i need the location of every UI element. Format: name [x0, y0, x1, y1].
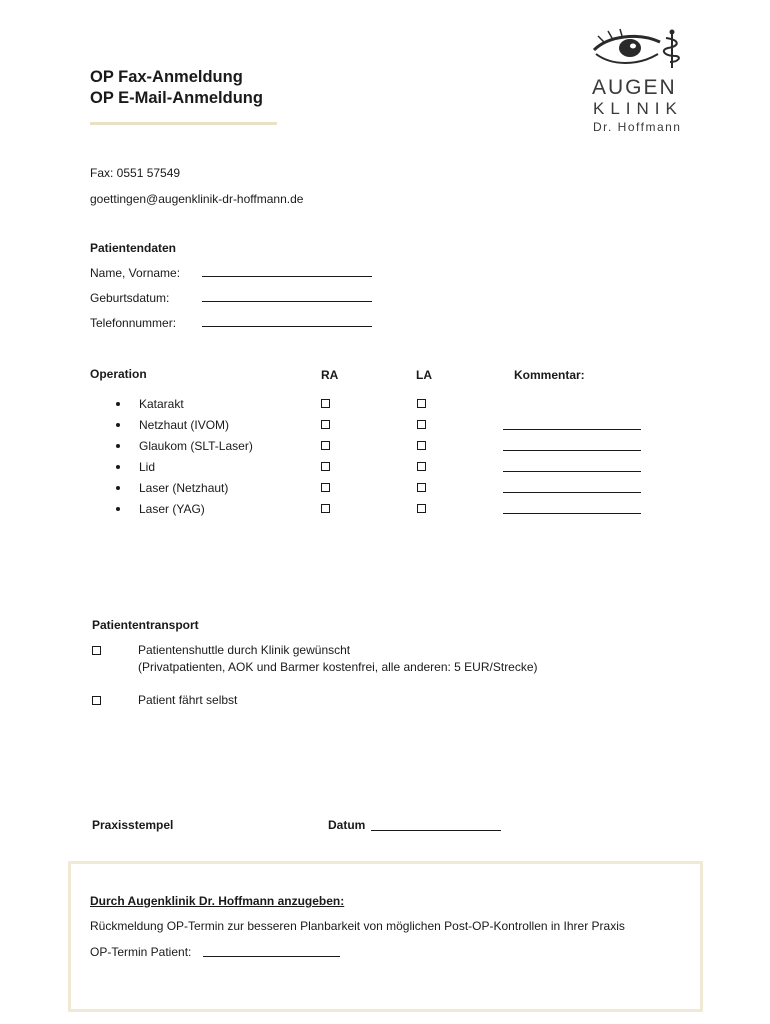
dob-label: Geburtsdatum:	[90, 291, 170, 305]
op-term-field[interactable]	[203, 956, 340, 957]
date-label: Datum	[328, 818, 366, 832]
self-drive-option-label: Patient fährt selbst	[138, 693, 238, 707]
operation-label: Glaukom (SLT-Laser)	[139, 439, 253, 453]
self-drive-checkbox[interactable]	[92, 696, 101, 705]
col-ra-header: RA	[321, 368, 339, 382]
shuttle-option-note: (Privatpatienten, AOK und Barmer kostenfrei, alle anderen: 5 EUR/Strecke)	[138, 660, 538, 674]
bullet-icon	[116, 486, 120, 490]
patient-data-heading: Patientendaten	[90, 241, 177, 255]
operation-label: Katarakt	[139, 397, 184, 411]
comment-field[interactable]	[503, 471, 641, 472]
comment-field[interactable]	[503, 429, 641, 430]
page-title-line2: OP E-Mail-Anmeldung	[90, 89, 263, 107]
la-checkbox[interactable]	[417, 399, 426, 408]
clinic-box-heading: Durch Augenklinik Dr. Hoffmann anzugeben:	[90, 894, 345, 908]
bullet-icon	[116, 423, 120, 427]
clinic-box-text: Rückmeldung OP-Termin zur besseren Planbarkeit von möglichen Post-OP-Kontrollen in Ihrer Praxis	[90, 919, 625, 933]
ra-checkbox[interactable]	[321, 483, 330, 492]
fax-number: Fax: 0551 57549	[90, 166, 181, 180]
phone-field[interactable]	[202, 326, 372, 327]
ra-checkbox[interactable]	[321, 462, 330, 471]
bullet-icon	[116, 402, 120, 406]
phone-label: Telefonnummer:	[90, 316, 177, 330]
name-label: Name, Vorname:	[90, 266, 181, 280]
title-underline	[90, 122, 277, 125]
logo-word-klinik: KLINIK	[593, 99, 683, 118]
bullet-icon	[116, 507, 120, 511]
bullet-icon	[116, 444, 120, 448]
operation-label: Netzhaut (IVOM)	[139, 418, 230, 432]
comment-field[interactable]	[503, 492, 641, 493]
email-address: goettingen@augenklinik-dr-hoffmann.de	[90, 192, 304, 206]
ra-checkbox[interactable]	[321, 399, 330, 408]
logo-word-doctor: Dr. Hoffmann	[593, 120, 682, 134]
shuttle-checkbox[interactable]	[92, 646, 101, 655]
shuttle-option-label: Patientenshuttle durch Klinik gewünscht	[138, 643, 351, 657]
ra-checkbox[interactable]	[321, 504, 330, 513]
la-checkbox[interactable]	[417, 420, 426, 429]
logo-word-augen: AUGEN	[592, 76, 677, 99]
bullet-icon	[116, 465, 120, 469]
transport-heading: Patiententransport	[92, 618, 199, 632]
page-title-line1: OP Fax-Anmeldung	[90, 68, 243, 86]
practice-stamp-label: Praxisstempel	[92, 818, 174, 832]
col-comment-header: Kommentar:	[514, 368, 585, 382]
clinic-info-box	[68, 861, 703, 1012]
dob-field[interactable]	[202, 301, 372, 302]
la-checkbox[interactable]	[417, 462, 426, 471]
ra-checkbox[interactable]	[321, 420, 330, 429]
date-field[interactable]	[371, 830, 501, 831]
operation-heading: Operation	[90, 367, 147, 381]
comment-field[interactable]	[503, 513, 641, 514]
operation-label: Lid	[139, 460, 156, 474]
la-checkbox[interactable]	[417, 504, 426, 513]
la-checkbox[interactable]	[417, 441, 426, 450]
operation-label: Laser (Netzhaut)	[139, 481, 229, 495]
operation-label: Laser (YAG)	[139, 502, 205, 516]
op-term-label: OP-Termin Patient:	[90, 945, 192, 959]
name-field[interactable]	[202, 276, 372, 277]
la-checkbox[interactable]	[417, 483, 426, 492]
col-la-header: LA	[416, 368, 432, 382]
ra-checkbox[interactable]	[321, 441, 330, 450]
comment-field[interactable]	[503, 450, 641, 451]
